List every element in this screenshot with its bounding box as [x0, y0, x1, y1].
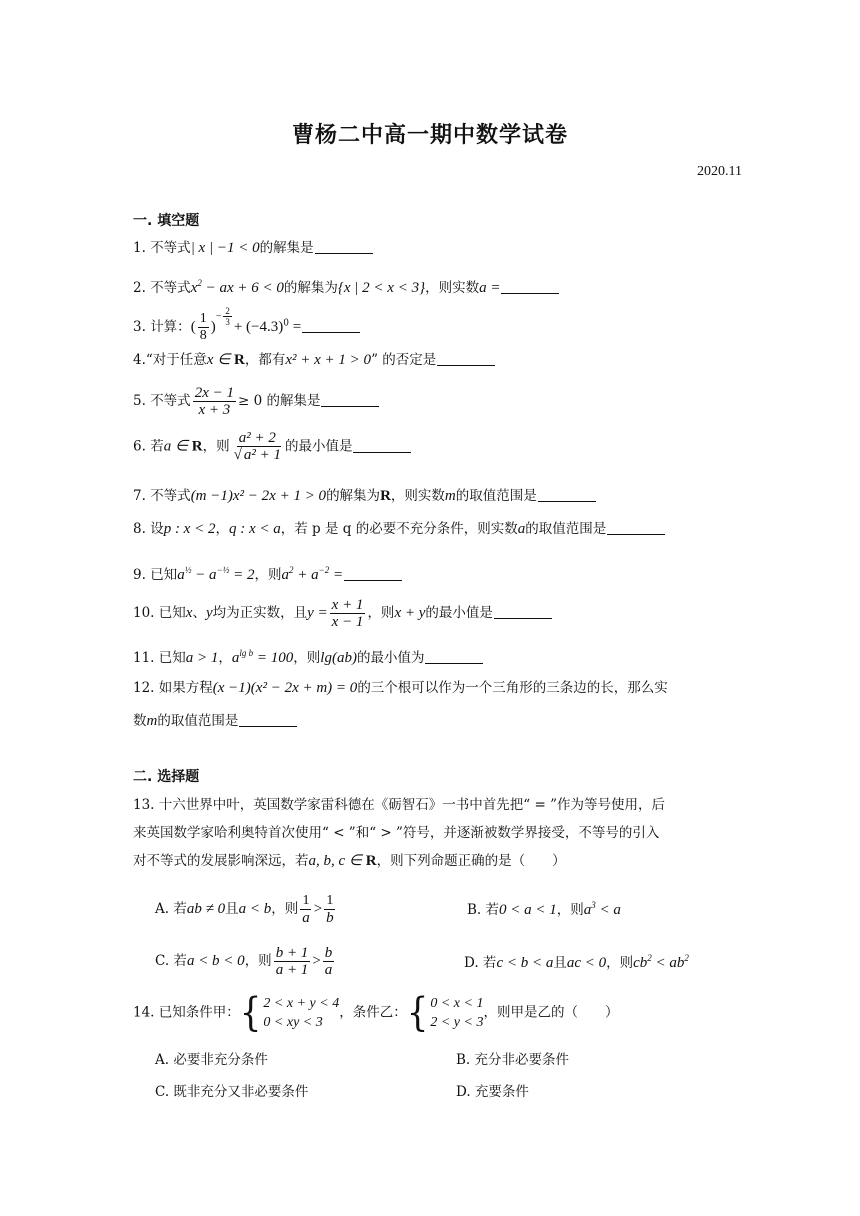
- answer-blank[interactable]: [321, 394, 379, 407]
- question-text: ，则: [254, 567, 282, 583]
- fraction: $\frac{\text{a² + 2}}{\text{√ a² + 1}}$: [233, 430, 281, 463]
- question-text: ，则: [202, 438, 230, 455]
- question-number: 11.: [133, 650, 155, 666]
- math-expression: $x^2$ − ax + 6 < 0: [190, 278, 284, 296]
- question-9: [133, 560, 402, 585]
- question-text: ，条件乙：: [339, 1004, 407, 1021]
- math-expression: q : x < a: [228, 521, 281, 537]
- question-number: 2.: [133, 280, 146, 296]
- question-text: ，则甲是乙的（ ）: [483, 1004, 619, 1021]
- question-text: 的解集是: [259, 240, 314, 256]
- answer-blank[interactable]: [437, 353, 495, 366]
- math-expression: m: [444, 488, 456, 504]
- question-number: 6.: [133, 438, 146, 455]
- question-text: 的取值范围是: [157, 713, 239, 729]
- question-number: 5.: [133, 393, 146, 409]
- answer-blank[interactable]: [494, 606, 552, 619]
- question-text: 计算：: [150, 318, 191, 335]
- question-text: 的三个根可以作为一个三角形的三条边的长，那么实: [357, 680, 668, 696]
- question-12-line-2: [133, 711, 297, 731]
- question-text: 已知: [158, 650, 186, 666]
- question-text: 不等式: [150, 280, 191, 296]
- math-expression: a: [517, 521, 526, 537]
- question-2: [133, 273, 559, 298]
- question-text: 的解集为: [326, 488, 381, 504]
- question-text: 来英国数学家哈利奥特首次使用“ < ”和“ > ”符号，并逐渐被数学界接受，不等号的引入: [133, 825, 660, 841]
- answer-blank[interactable]: [425, 651, 483, 664]
- question-number: 1.: [133, 240, 146, 256]
- math-expression: (m −1)x² − 2x + 1 > 0: [190, 488, 327, 504]
- math-expression: a > 1: [185, 650, 219, 666]
- question-text: 若: [150, 438, 164, 455]
- question-text: 的取值范围是: [455, 488, 537, 504]
- question-number: 13.: [133, 797, 155, 813]
- math-expression: (x −1)(x² − 2x + m) = 0: [212, 680, 358, 696]
- question-text: 的最小值是: [284, 438, 353, 455]
- option-13-a[interactable]: A. 若ab ≠ 0且a < b，则 $\frac{1}{a}$ > $\frac{1}{b}$: [155, 893, 334, 926]
- math-expression: x ∈: [206, 352, 235, 368]
- question-8: 8. 设p : x < 2，q : x < a，若 p 是 q 的必要不充分条件，则实数a的取值范围是: [133, 519, 665, 539]
- math-expression: {x | 2 < x < 3}: [337, 280, 426, 296]
- answer-blank[interactable]: [353, 440, 411, 453]
- question-text: 不等式: [150, 393, 191, 409]
- math-expression: $a^2 + a^{-2}$ =: [281, 565, 344, 583]
- answer-blank[interactable]: [302, 320, 360, 333]
- question-number: 12.: [133, 680, 155, 696]
- question-text: 已知条件甲：: [158, 1004, 240, 1021]
- question-text: ，则: [367, 605, 395, 621]
- question-text: 已知: [158, 605, 186, 621]
- question-text: 已知: [150, 567, 178, 583]
- question-text: ，若 p 是 q 的必要不充分条件，则实数: [280, 521, 518, 537]
- option-14-b[interactable]: B. 充分非必要条件: [456, 1052, 570, 1068]
- question-text: 的最小值为: [356, 650, 425, 666]
- question-number: 4.: [133, 352, 146, 368]
- question-13-line-3: 对不等式的发展影响深远，若a, b, c ∈ R，则下列命题正确的是（ ）: [133, 853, 566, 869]
- section-choice-heading: 二. 选择题: [133, 769, 200, 785]
- question-text: ，则下列命题正确的是（ ）: [376, 853, 566, 869]
- math-expression: m: [146, 713, 158, 729]
- question-number: 10.: [133, 605, 155, 621]
- question-text: ≥ 0 的解集是: [237, 393, 321, 409]
- math-expression: x + y: [394, 605, 426, 621]
- question-3: 3. 计算：( $\frac{1}{8}$ )$^{- \frac{2}{3}}$ + $(-4.3)^0$ =: [133, 306, 360, 344]
- question-text: 的取值范围是: [525, 521, 607, 537]
- math-expression: x² + x + 1 > 0: [285, 352, 372, 368]
- question-number: 14.: [133, 1004, 155, 1021]
- math-expression: =: [288, 318, 302, 335]
- answer-blank[interactable]: [607, 522, 665, 535]
- question-text: ” 的否定是: [371, 352, 437, 368]
- option-14-a[interactable]: A. 必要非充分条件: [155, 1052, 268, 1068]
- page-title: 曹杨二中高一期中数学试卷: [291, 123, 568, 148]
- answer-blank[interactable]: [315, 241, 373, 254]
- question-6: 6. 若a ∈ R，则 $\frac{\text{a² + 2}}{\text{√ a² + 1}}$ 的最小值是: [133, 430, 411, 464]
- fraction: $\frac{x + 1}{x - 1}$: [331, 597, 364, 630]
- question-7: 7. 不等式(m −1)x² − 2x + 1 > 0的解集为R，则实数m的取值范围是: [133, 486, 596, 506]
- exam-date: 2020.11: [697, 164, 742, 179]
- question-10: 10. 已知x、y均为正实数，且y = $\frac{x + 1}{x - 1}$ ，则x + y的最小值是: [133, 597, 552, 630]
- question-text: “对于任意: [145, 352, 207, 368]
- question-text: ，则实数: [390, 488, 445, 504]
- question-text: 不等式: [150, 488, 191, 504]
- section-fill-in-heading: 一. 填空题: [133, 213, 200, 229]
- math-expression: lg(ab): [320, 650, 357, 666]
- question-1: [133, 238, 373, 258]
- question-text: 对不等式的发展影响深远，若: [133, 853, 309, 869]
- option-13-c[interactable]: C. 若a < b < 0，则 $\frac{b + 1}{a + 1}$ > $\frac{b}{a}$: [155, 945, 333, 978]
- question-text: 的解集为: [283, 280, 338, 296]
- question-11: 11. 已知a > 1，$a^{lg b} = 100$，则lg(ab)的最小值为: [133, 643, 483, 668]
- answer-blank[interactable]: [501, 281, 559, 294]
- answer-blank[interactable]: [239, 714, 297, 727]
- question-text: 数: [133, 713, 147, 729]
- option-13-b[interactable]: B. 若0 < a < 1，则$a^3 < a$: [467, 900, 621, 918]
- math-expression: a =: [479, 280, 501, 296]
- math-expression: + (−4.3): [233, 318, 284, 335]
- answer-blank[interactable]: [538, 489, 596, 502]
- question-4: 4.“对于任意x ∈ R，都有x² + x + 1 > 0” 的否定是: [133, 350, 495, 370]
- question-13-line-1: [133, 795, 665, 815]
- question-text: ，都有: [244, 352, 286, 368]
- question-text: 十六世界中叶，英国数学家雷科德在《砺智石》一书中首先把“ = ”作为等号使用，后: [158, 797, 665, 813]
- question-text: 的最小值是: [425, 605, 493, 621]
- question-12: [133, 678, 668, 698]
- option-14-c[interactable]: C. 既非充分又非必要条件: [155, 1084, 309, 1100]
- answer-blank[interactable]: [344, 568, 402, 581]
- question-text: ，则实数: [425, 280, 480, 296]
- fraction: $\frac{1}{8}$: [199, 310, 207, 343]
- option-13-d[interactable]: D. 若c < b < a且ac < 0，则$cb^2 < ab^2$: [464, 953, 689, 971]
- condition-system-b: { 0 < x < 1 2 < y < 3: [406, 990, 484, 1036]
- question-text: 均为正实数，且: [212, 605, 308, 621]
- option-14-d[interactable]: D. 充要条件: [456, 1084, 529, 1100]
- math-expression: p : x < 2: [163, 521, 216, 537]
- question-number: 8.: [133, 521, 146, 537]
- question-number: 9.: [133, 567, 146, 583]
- question-text: 如果方程: [158, 680, 213, 696]
- math-expression: $a^{lg b} = 100$: [231, 648, 294, 666]
- question-text: ，则: [293, 650, 321, 666]
- question-text: 不等式: [150, 240, 191, 256]
- math-exponent: 0: [283, 318, 289, 329]
- question-5: [133, 385, 379, 418]
- math-expression: | x | −1 < 0: [190, 240, 260, 256]
- question-number: 3.: [133, 318, 146, 335]
- fraction: $\frac{2x - 1}{x + 3}$: [194, 385, 234, 418]
- question-text: 设: [150, 521, 164, 537]
- condition-system-a: { 2 < x + y < 4 0 < xy < 3: [239, 990, 340, 1036]
- question-13-line-2: [133, 823, 659, 843]
- math-expression: $a^{\frac{1}{2}} - a^{-\frac{1}{2}} = 2$: [177, 565, 255, 583]
- question-number: 7.: [133, 488, 146, 504]
- question-14: [133, 990, 619, 1036]
